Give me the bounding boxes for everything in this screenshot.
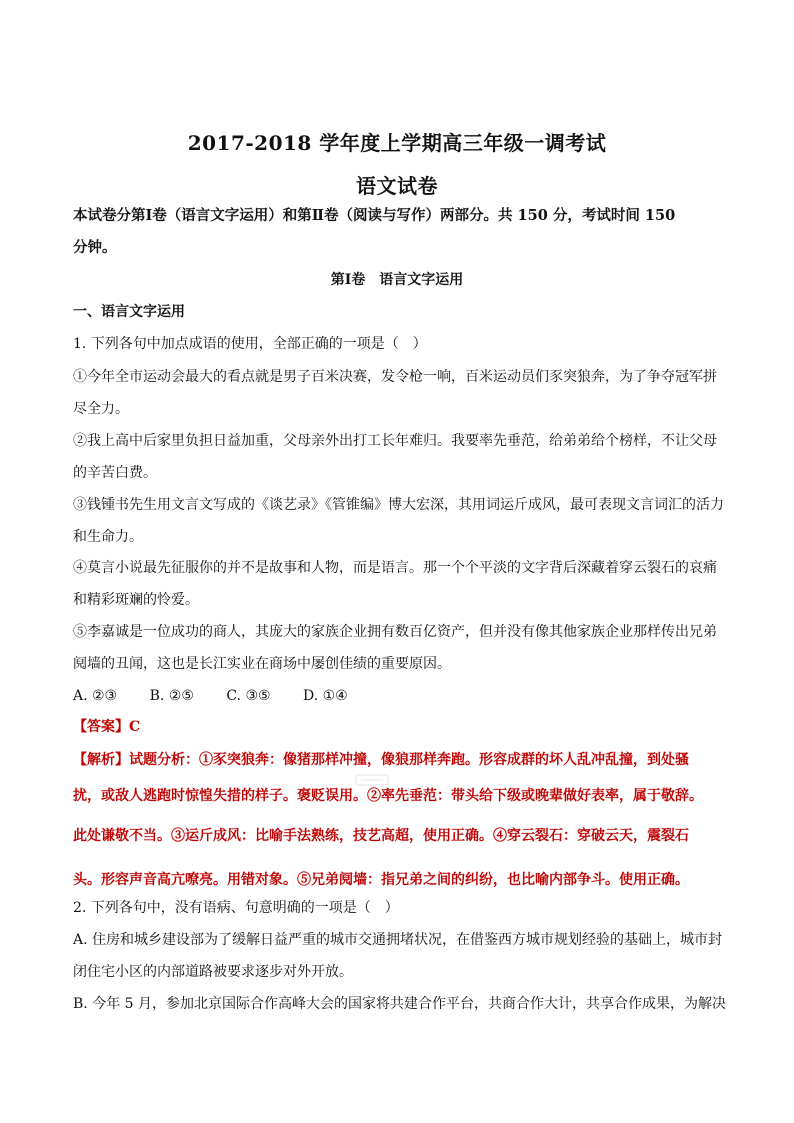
q1-options xyxy=(73,687,733,705)
q1-item5-line1: ⑤李嘉诚是一位成功的商人，其庞大的家族企业拥有数百亿资产，但并没有像其他家族企业那样传出兄弟 xyxy=(73,624,717,640)
q2-option-b-line1: B. 今年 5 月，参加北京国际合作高峰大会的国家将共建合作平台，共商合作大计，共享合作成果，为解决 xyxy=(73,996,726,1012)
q1-option-c: C. ③⑤ xyxy=(226,688,271,704)
part-heading: 一、语言文字运用 xyxy=(73,304,185,320)
q1-analysis-line4: 头。形容声音高亢嘹亮。用错对象。⑤兄弟阋墙：指兄弟之间的纠纷，也比喻内部争斗。使用正确。 xyxy=(73,872,689,888)
intro-line-2: 分钟。 xyxy=(73,239,117,256)
exam-subtitle: 语文试卷 xyxy=(356,174,438,198)
q1-item3-line1: ③钱锺书先生用文言文写成的《谈艺录》《管锥编》博大宏深，其用词运斤成风，最可表现文言词汇的活力 xyxy=(73,497,724,513)
q1-analysis-line3: 此处谦敬不当。③运斤成风：比喻手法熟练，技艺高超，使用正确。④穿云裂石：穿破云天，震裂石 xyxy=(73,828,689,844)
intro-line-1: 本试卷分第Ⅰ卷（语言文字运用）和第Ⅱ卷（阅读与写作）两部分。共 150 分，考试时间 150 xyxy=(73,207,676,224)
q1-option-d: D. ①④ xyxy=(303,688,348,704)
q1-analysis-line1: 【解析】试题分析：①豕突狼奔：像猪那样冲撞，像狼那样奔跑。形容成群的坏人乱冲乱撞，到处骚 xyxy=(73,752,689,768)
q1-answer: 【答案】C xyxy=(73,719,141,735)
q2-stem: 2. 下列各句中，没有语病、句意明确的一项是（ ） xyxy=(73,900,399,916)
q2-option-a-line2: 闭住宅小区的内部道路被要求逐步对外开放。 xyxy=(73,964,353,980)
q1-analysis-line2: 扰，或敌人逃跑时惊惶失措的样子。褒贬误用。②率先垂范：带头给下级或晚辈做好表率，属于敬辞。 xyxy=(73,788,703,804)
q1-item4-line1: ④莫言小说最先征服你的并不是故事和人物，而是语言。那一个个平淡的文字背后深藏着穿云裂石的哀痛 xyxy=(73,560,717,576)
q2-option-a-line1: A. 住房和城乡建设部为了缓解日益严重的城市交通拥堵状况，在借鉴西方城市规划经验的基础上，城市封 xyxy=(73,932,723,948)
q1-item2-line2: 的辛苦白费。 xyxy=(73,465,157,481)
volume-heading: 第Ⅰ卷 语言文字运用 xyxy=(330,272,464,288)
q1-stem: 1. 下列各句中加点成语的使用，全部正确的一项是（ ） xyxy=(73,336,427,352)
watermark-logo xyxy=(355,773,389,787)
q1-item5-line2: 阋墙的丑闻，这也是长江实业在商场中屡创佳绩的重要原因。 xyxy=(73,656,451,672)
q1-item1-line1: ①今年全市运动会最大的看点就是男子百米决赛，发令枪一响，百米运动员们豕突狼奔，为了争夺冠军拼 xyxy=(73,369,717,385)
q1-item4-line2: 和精彩斑斓的怜爱。 xyxy=(73,592,199,608)
q1-item2-line1: ②我上高中后家里负担日益加重，父母亲外出打工长年难归。我要率先垂范，给弟弟给个榜样，不让父母 xyxy=(73,433,717,449)
q1-option-b: B. ②⑤ xyxy=(149,688,194,704)
exam-title: 2017-2018 学年度上学期高三年级一调考试 xyxy=(187,131,607,155)
q1-item1-line2: 尽全力。 xyxy=(73,401,129,417)
q1-item3-line2: 和生命力。 xyxy=(73,529,143,545)
q1-option-a: A. ②③ xyxy=(73,688,118,704)
